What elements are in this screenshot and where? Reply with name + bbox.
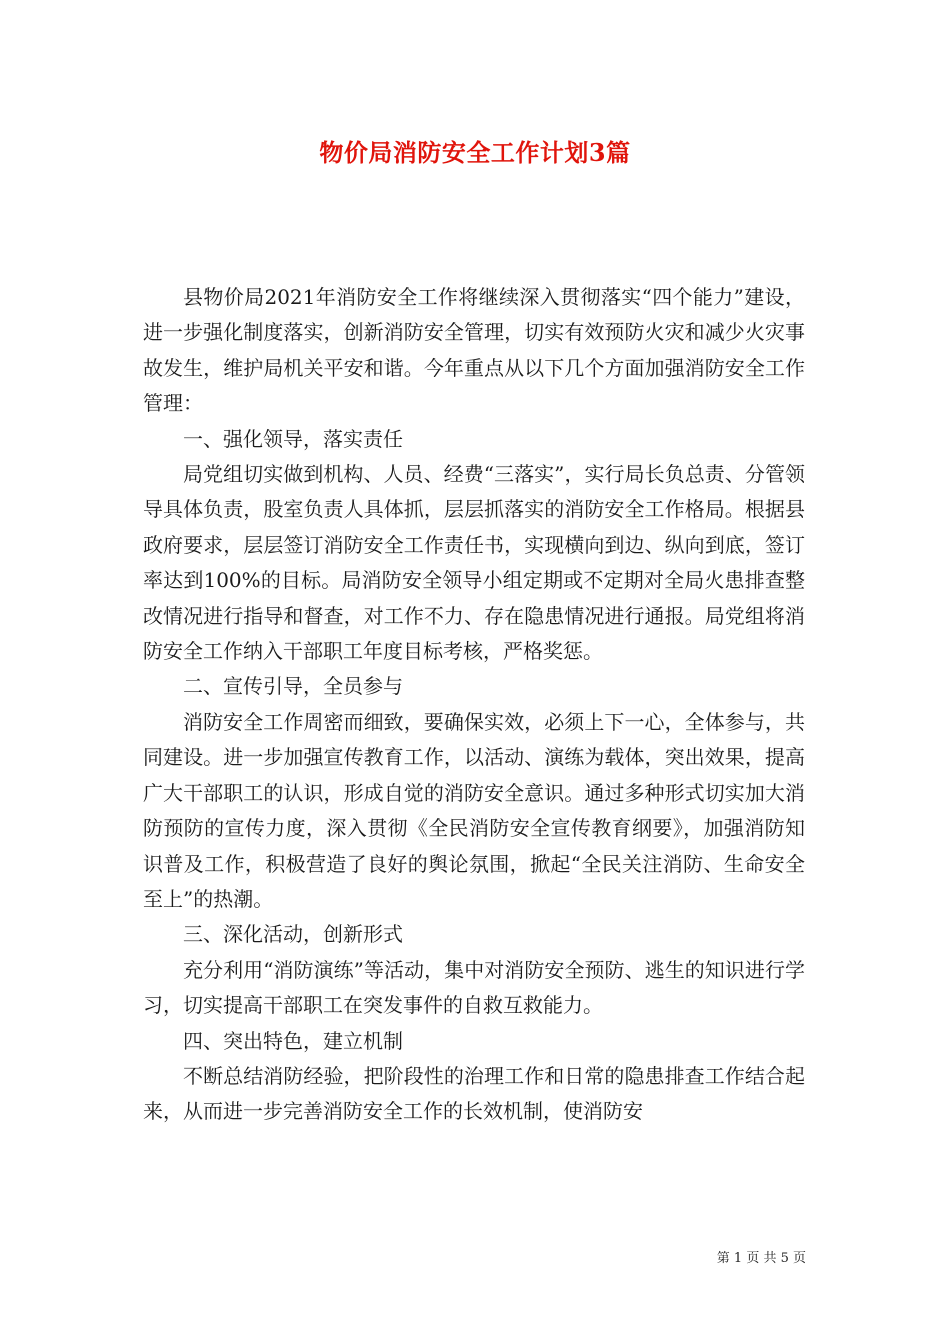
section-heading-2: 二、宣传引导，全员参与 bbox=[183, 674, 403, 699]
section-paragraph-3: 充分利用“消防演练”等活动，集中对消防安全预防、逃生的知识进行学习，切实提高干部职工在突发事件的自救互救能力。 bbox=[143, 957, 805, 1018]
section-heading-1: 一、强化领导，落实责任 bbox=[183, 426, 403, 451]
section-paragraph-1: 局党组切实做到机构、人员、经费“三落实”，实行局长负总责、分管领导具体负责，股室负责人具体抓，层层抓落实的消防安全工作格局。根据县政府要求，层层签订消防安全工作责任书，实现横向到边、纵向到底，签订率达到100%的目标。局消防安全领导小组定期或不定期对全局火患排查整改情况进行指导和督查，对工作不力、存在隐患情况进行通报。局党组将消防安全工作纳入干部职工年度目标考核，严格奖惩。 bbox=[143, 462, 805, 664]
section-heading-3: 三、深化活动，创新形式 bbox=[183, 922, 403, 947]
document-title: 物价局消防安全工作计划3篇 bbox=[319, 138, 631, 167]
section-heading-4: 四、突出特色，建立机制 bbox=[183, 1028, 403, 1053]
section-paragraph-2: 消防安全工作周密而细致，要确保实效，必须上下一心，全体参与，共同建设。进一步加强宣传教育工作，以活动、演练为载体，突出效果，提高广大干部职工的认识，形成自觉的消防安全意识。通过多种形式切实加大消防预防的宣传力度，深入贯彻《全民消防安全宣传教育纲要》，加强消防知识普及工作，积极营造了良好的舆论氛围，掀起“全民关注消防、生命安全至上”的热潮。 bbox=[143, 709, 805, 911]
intro-paragraph: 县物价局2021年消防安全工作将继续深入贯彻落实“四个能力”建设，进一步强化制度落实，创新消防安全管理，切实有效预防火灾和减少火灾事故发生，维护局机关平安和谐。今年重点从以下几个方面加强消防安全工作管理： bbox=[143, 285, 805, 416]
document-body bbox=[143, 280, 805, 1130]
page-number: 第 1 页 共 5 页 bbox=[716, 1251, 806, 1266]
section-paragraph-4: 不断总结消防经验，把阶段性的治理工作和日常的隐患排查工作结合起来，从而进一步完善消防安全工作的长效机制，使消防安 bbox=[143, 1063, 805, 1124]
